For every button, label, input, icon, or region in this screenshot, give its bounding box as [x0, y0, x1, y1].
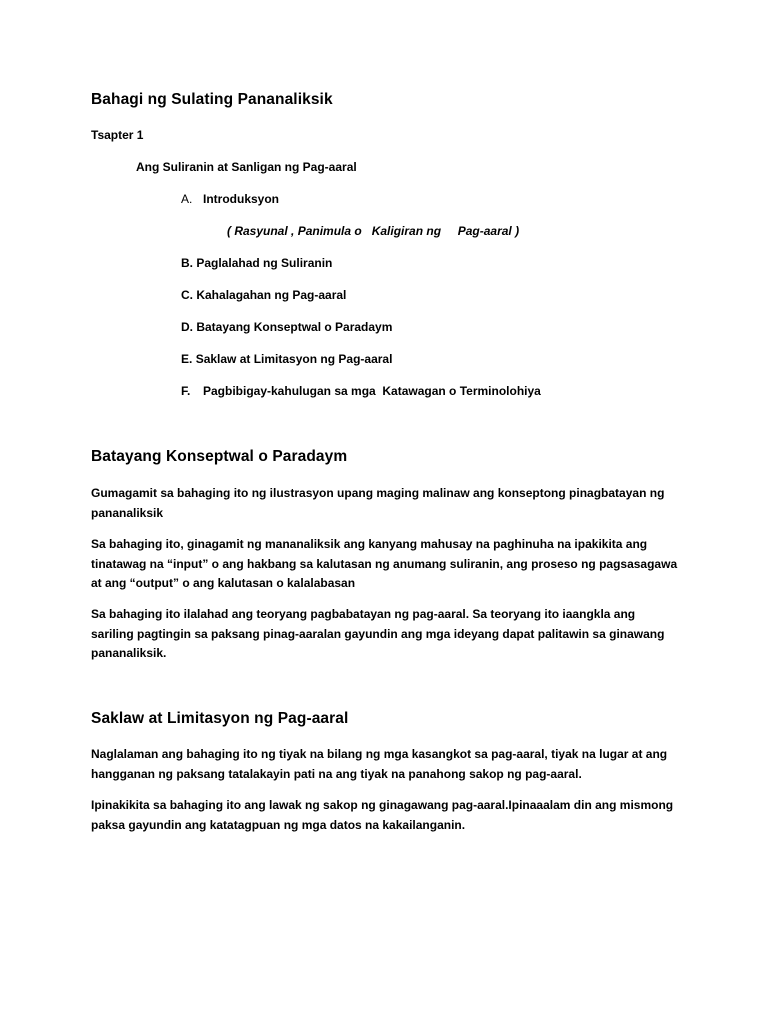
section-heading-saklaw: Saklaw at Limitasyon ng Pag-aaral: [91, 710, 349, 727]
batayan-paragraph-3: Sa bahaging ito ilalahad ang teoryang pagbabatayan ng pag-aaral. Sa teoryang ito iaangkla ang sariling pagtingin sa paksang pinag-aaralan gayundin ang mga ideyang dapat palitawin sa ginawang pananaliksik.: [91, 607, 665, 660]
outline-marker: D.: [181, 320, 193, 334]
outline-item-a: [181, 192, 279, 206]
saklaw-paragraph-2: Ipinakikita sa bahaging ito ang lawak ng sakop ng ginagawang pag-aaral.Ipinaaalam din ang mismong paksa gayundin ang katatagpuan ng mga datos na kakailanganin.: [91, 798, 674, 832]
outline-text: Pagbibigay-kahulugan sa mga Katawagan o Terminolohiya: [203, 384, 541, 398]
outline-item-c: [181, 288, 346, 302]
document-title: Bahagi ng Sulating Pananaliksik: [91, 91, 333, 108]
section-heading-batayan: Batayang Konseptwal o Paradaym: [91, 448, 348, 465]
outline-text: Batayang Konseptwal o Paradaym: [196, 320, 393, 334]
outline-text: Saklaw at Limitasyon ng Pag-aaral: [195, 352, 393, 366]
batayan-paragraph-2: Sa bahaging ito, ginagamit ng mananaliksik ang kanyang mahusay na paghinuha na ipakikita ang tinatawag na “input” o ang hakbang sa kalutasan ng anumang suliranin, ang proseso ng pagsasagawa at ang “output” o ang kalutasan o kalalabasan: [91, 537, 678, 590]
outline-text: Introduksyon: [203, 192, 280, 206]
outline-marker: F.: [181, 384, 191, 398]
outline-item-e: [181, 352, 392, 366]
outline-marker: B.: [181, 256, 193, 270]
outline-marker: A.: [181, 192, 193, 206]
saklaw-paragraph-1: Naglalaman ang bahaging ito ng tiyak na bilang ng mga kasangkot sa pag-aaral, tiyak na lugar at ang hangganan ng paksang tatalakayin pati na ang tiyak na panahong sakop ng pag-aaral.: [91, 747, 668, 781]
outline-item-f: [181, 384, 541, 398]
outline-text: Paglalahad ng Suliranin: [196, 256, 333, 270]
outline-item-d: [181, 320, 392, 334]
batayan-paragraph-1: Gumagamit sa bahaging ito ng ilustrasyon upang maging malinaw ang konseptong pinagbatayan ng pananaliksik: [91, 486, 665, 520]
outline-item-b: [181, 256, 332, 270]
intro-note: ( Rasyunal , Panimula o Kaligiran ng Pag-aaral ): [227, 224, 520, 238]
outline-text: Kahalagahan ng Pag-aaral: [196, 288, 347, 302]
chapter-title: Ang Suliranin at Sanligan ng Pag-aaral: [136, 160, 357, 174]
chapter-label: Tsapter 1: [91, 128, 144, 142]
outline-marker: E.: [181, 352, 193, 366]
outline-marker: C.: [181, 288, 193, 302]
